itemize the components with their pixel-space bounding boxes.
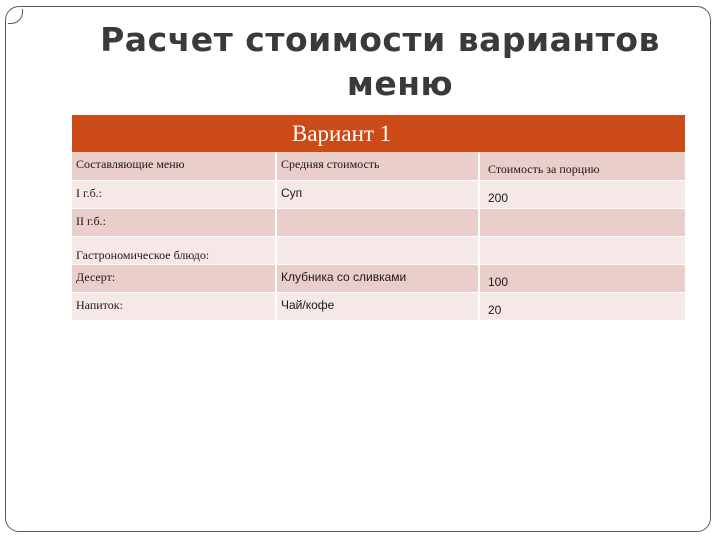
table-row (72, 292, 685, 320)
row-price-cell: 20 (479, 292, 685, 320)
header-cell-portion-cost: Стоимость за порцию (479, 152, 685, 180)
table-row (72, 236, 685, 264)
variant-header (72, 115, 685, 152)
table-row (72, 208, 685, 236)
slide-title-line2: меню (346, 64, 454, 103)
table-row (72, 180, 685, 208)
header-cell-components: Составляющие меню (72, 152, 276, 180)
header-cell-average-cost: Средняя стоимость (276, 152, 479, 180)
table-row (72, 264, 685, 292)
row-price-cell (479, 208, 685, 236)
row-component-cell: I г.б.: (72, 180, 276, 208)
row-dish-cell: Клубника со сливками (276, 264, 479, 292)
corner-decoration (8, 9, 23, 24)
row-component-cell: Напиток: (72, 292, 276, 320)
row-price-cell (479, 236, 685, 264)
row-price-cell: 200 (479, 180, 685, 208)
row-dish-cell (276, 208, 479, 236)
slide-title-line1: Расчет стоимости вариантов (100, 20, 660, 59)
row-dish-cell: Чай/кофе (276, 292, 479, 320)
variant-label: Вариант 1 (292, 121, 392, 146)
row-component-cell: II г.б.: (72, 208, 276, 236)
table-header-row (72, 152, 685, 180)
row-dish-cell: Суп (276, 180, 479, 208)
row-price-cell: 100 (479, 264, 685, 292)
slide-title (40, 18, 720, 106)
row-component-cell (72, 236, 276, 264)
row-component-cell: Десерт: (72, 264, 276, 292)
row-component-label: Гастрономическое блюдо: (76, 247, 210, 262)
menu-cost-table (72, 152, 685, 321)
row-dish-cell (276, 236, 479, 264)
